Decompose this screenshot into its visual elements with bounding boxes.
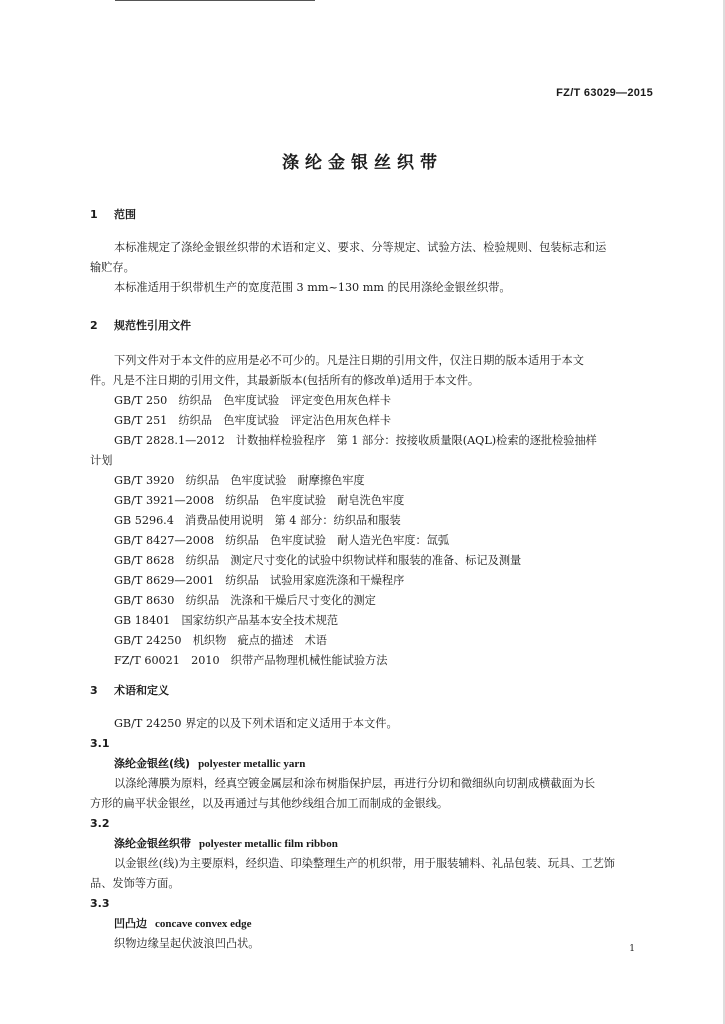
term-3-2-title: 涤纶金银丝织带 polyester metallic film ribbon — [114, 837, 338, 850]
reference-item: GB 5296.4 消费品使用说明 第 4 部分：纺织品和服装 — [114, 514, 401, 527]
page-number: 1 — [629, 944, 635, 954]
term-3-2-number: 3.2 — [90, 817, 110, 830]
term-3-1-definition-b: 方形的扁平状金银丝，以及再通过与其他纱线组合加工而制成的金银线。 — [90, 797, 449, 810]
scan-edge-mark — [115, 0, 315, 1]
standard-number: FZ/T 63029—2015 — [556, 87, 653, 99]
term-3-3-title: 凹凸边 concave convex edge — [114, 917, 252, 930]
section-1-para-1b: 输贮存。 — [90, 261, 135, 274]
page-title: 涤纶金银丝织带 — [282, 153, 443, 173]
reference-item: GB/T 8427—2008 纺织品 色牢度试验 耐人造光色牢度：氙弧 — [114, 534, 450, 547]
reference-item: GB/T 8629—2001 纺织品 试验用家庭洗涤和干燥程序 — [114, 574, 405, 587]
section-3-heading: 3 术语和定义 — [90, 684, 169, 697]
term-3-1-number: 3.1 — [90, 737, 110, 750]
term-3-1-title: 涤纶金银丝(线) polyester metallic yarn — [114, 757, 306, 770]
term-3-1-definition-a: 以涤纶薄膜为原料，经真空镀金属层和涂布树脂保护层，再进行分切和微细纵向切割成横截面为长 — [114, 777, 596, 790]
section-2-heading: 2 规范性引用文件 — [90, 319, 191, 332]
reference-item: GB/T 3920 纺织品 色牢度试验 耐摩擦色牢度 — [114, 474, 365, 487]
section-2-para-1a: 下列文件对于本文件的应用是必不可少的。凡是注日期的引用文件，仅注日期的版本适用于本文 — [114, 354, 584, 367]
term-3-3-number: 3.3 — [90, 897, 110, 910]
reference-item: GB/T 3921—2008 纺织品 色牢度试验 耐皂洗色牢度 — [114, 494, 405, 507]
reference-item: GB/T 8628 纺织品 测定尺寸变化的试验中织物试样和服装的准备、标记及测量 — [114, 554, 522, 567]
reference-item: FZ/T 60021 2010 织带产品物理机械性能试验方法 — [114, 654, 388, 667]
reference-item-continued: 计划 — [90, 454, 113, 467]
reference-item: GB/T 2828.1—2012 计数抽样检验程序 第 1 部分：按接收质量限(AQL)检索的逐批检验抽样 — [114, 434, 597, 447]
section-1-para-2: 本标准适用于织带机生产的宽度范围 3 mm~130 mm 的民用涤纶金银丝织带。 — [114, 281, 511, 294]
term-3-3-definition: 织物边缘呈起伏波浪凹凸状。 — [114, 937, 260, 950]
term-3-2-definition-a: 以金银丝(线)为主要原料，经织造、印染整理生产的机织带，用于服装辅料、礼品包装、玩具、工艺饰 — [114, 857, 615, 870]
section-1-heading: 1 范围 — [90, 208, 136, 221]
term-3-2-definition-b: 品、发饰等方面。 — [90, 877, 180, 890]
reference-item: GB/T 250 纺织品 色牢度试验 评定变色用灰色样卡 — [114, 394, 392, 407]
section-2-para-1b: 件。凡是不注日期的引用文件，其最新版本(包括所有的修改单)适用于本文件。 — [90, 374, 480, 387]
reference-item: GB/T 24250 机织物 疵点的描述 术语 — [114, 634, 327, 647]
reference-item: GB/T 8630 纺织品 洗涤和干燥后尺寸变化的测定 — [114, 594, 376, 607]
reference-item: GB/T 251 纺织品 色牢度试验 评定沾色用灰色样卡 — [114, 414, 392, 427]
section-1-para-1a: 本标准规定了涤纶金银丝织带的术语和定义、要求、分等规定、试验方法、检验规则、包装标志和运 — [114, 241, 607, 254]
reference-item: GB 18401 国家纺织产品基本安全技术规范 — [114, 614, 339, 627]
section-3-para-1: GB/T 24250 界定的以及下列术语和定义适用于本文件。 — [114, 717, 398, 730]
